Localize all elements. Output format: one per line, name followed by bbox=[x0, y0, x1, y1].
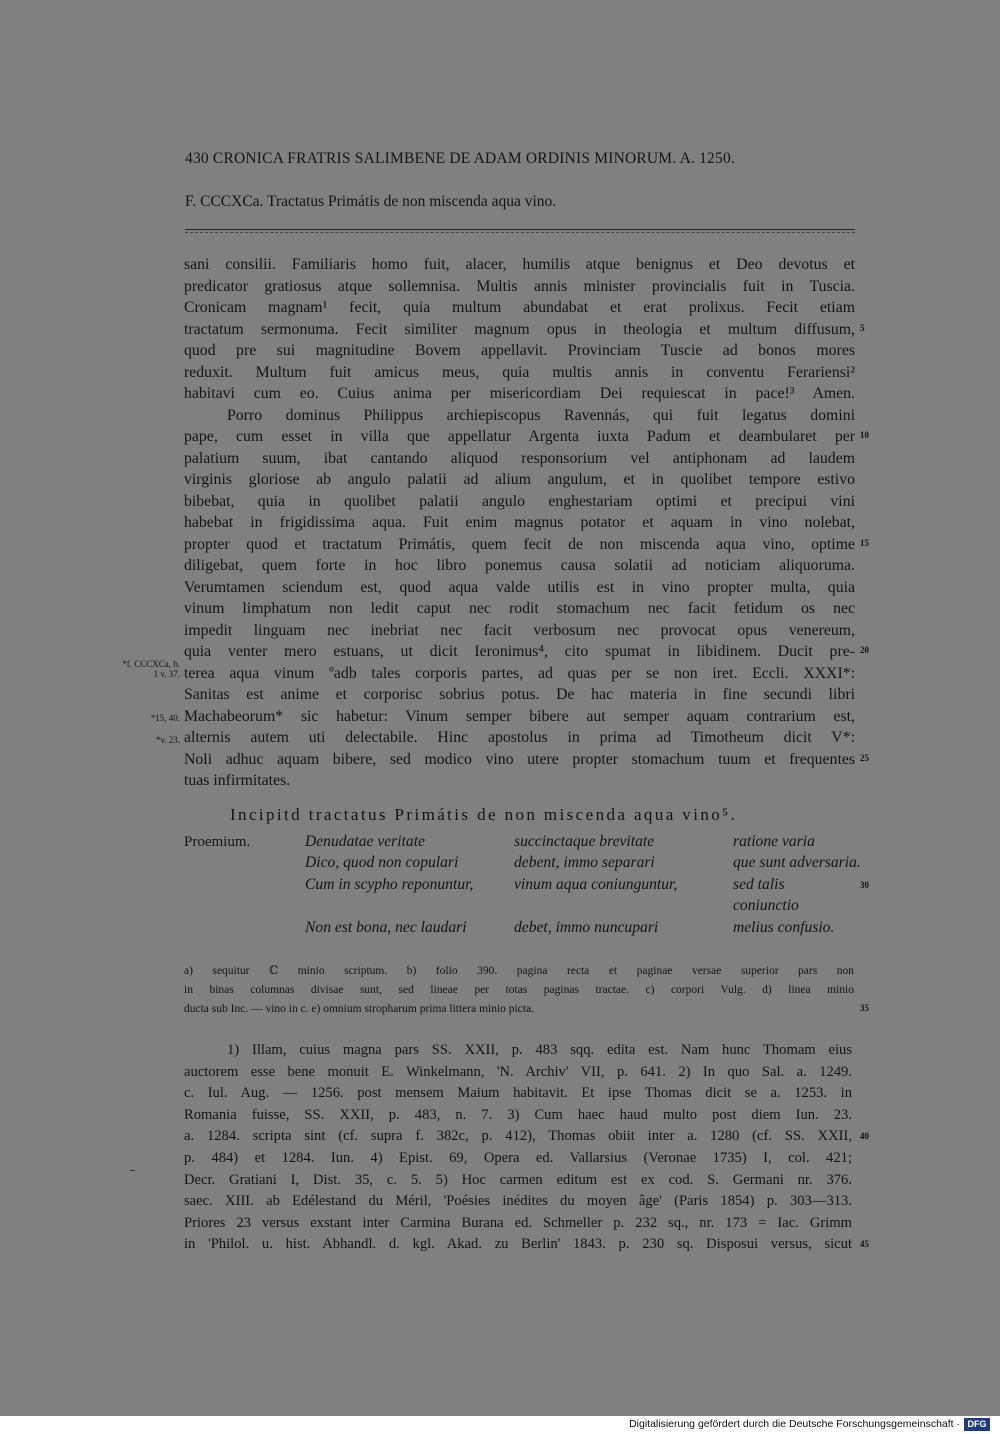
header-rule-dashed bbox=[185, 232, 855, 233]
apparatus-line: a) sequitur ℂ minio scriptum. b) folio 390. pagina recta et paginae versae superior pars non bbox=[184, 965, 854, 977]
proemium-label: Proemium. bbox=[184, 834, 251, 850]
text-line: quia venter mero estuans, ut dicit Ieronimus⁴, cito spumat in libidinem. Ducit pre- bbox=[184, 643, 855, 660]
footnotes bbox=[184, 1040, 852, 1256]
verse-segment: Non est bona, nec laudari bbox=[305, 919, 467, 936]
text-line: palatium suum, ibat cantando aliquod responsorium vel antiphonam ad laudem bbox=[184, 449, 855, 467]
verse-segment: que sunt adversaria. bbox=[733, 854, 861, 871]
footnote-line: p. 484) et 1284. Iun. 4) Epist. 69, Opera ed. Vallarsius (Veronae 1735) I, col. 421; bbox=[184, 1149, 852, 1166]
text-line: tuas infirmitates. bbox=[184, 772, 291, 789]
line-number: 15 bbox=[860, 537, 869, 548]
verse-segment: coniunctio bbox=[733, 897, 799, 914]
margin-tick bbox=[130, 1170, 135, 1171]
line-number: 40 bbox=[860, 1131, 869, 1142]
text-line: Machabeorum* sic habetur: Vinum semper bibere aut semper aquam contrarium est, bbox=[184, 707, 855, 725]
line-number: 20 bbox=[860, 645, 869, 655]
text-line: impedit linguam nec inebriat nec facit verbosum nec provocat opus venereum, bbox=[184, 621, 855, 639]
line-number: 30 bbox=[860, 880, 869, 890]
verse-segment: Dico, quod non copulari bbox=[305, 854, 459, 871]
footnote-line: in 'Philol. u. hist. Abhandl. d. kgl. Akad. zu Berlin' 1843. p. 230 sq. Disposui versus, sicut bbox=[184, 1236, 852, 1253]
header-rule bbox=[185, 229, 855, 230]
verse-segment: ratione varia bbox=[733, 833, 815, 850]
footnote-line: Romania fuisse, SS. XXII, p. 483, n. 7. 3) Cum haec haud multo post diem Iun. 23. bbox=[184, 1106, 852, 1123]
text-line: diligebat, quem forte in hoc libro ponemus causa solatii ad noticiam aliquoruma. bbox=[184, 557, 855, 574]
line-number: 35 bbox=[860, 1003, 869, 1013]
funding-notice: Digitalisierung gefördert durch die Deutsche Forschungsgemeinschaft · bbox=[629, 1418, 960, 1430]
footnote-line: c. Iul. Aug. — 1256. post mensem Maium habitavit. Et ipse Thomas dicit se a. 1253. in bbox=[184, 1085, 852, 1102]
running-head: 430 CRONICA FRATRIS SALIMBENE DE ADAM ORDINIS MINORUM. A. 1250. bbox=[185, 150, 735, 167]
verse-segment: debet, immo nuncupari bbox=[514, 919, 659, 936]
folio-reference: F. CCCXCa. Tractatus Primátis de non miscenda aqua vino. bbox=[185, 193, 557, 210]
verse-segment: vinum aqua coniunguntur, bbox=[514, 876, 678, 893]
text-line: Sanitas est anime et corporisc sobrius potus. De hac materia in fine secundi libri bbox=[184, 686, 855, 703]
text-line: propter quod et tractatum Primátis, quem fecit de non miscenda aqua vino, optime bbox=[184, 535, 855, 553]
margin-note-sub: 1 v. 37. bbox=[153, 669, 180, 679]
line-number: 5 bbox=[860, 322, 865, 333]
text-line: Porro dominus Philippus archiepiscopus Ravennás, qui fuit legatus domini bbox=[227, 406, 855, 424]
line-number: 45 bbox=[860, 1239, 869, 1250]
footnote-line: Priores 23 versus exstant inter Carmina Burana ed. Schmeller p. 232 sq., nr. 173 = Iac. Grimm bbox=[184, 1214, 852, 1231]
footnote-line: Decr. Gratiani I, Dist. 35, c. 5. 5) Hoc carmen editum est ex cod. S. Germani nr. 376. bbox=[184, 1171, 852, 1188]
verse-segment: succinctaque brevitate bbox=[514, 833, 655, 850]
apparatus-line: in binas columnas divisae sunt, sed lineae per totas paginas tractae. c) corpori Vulg. d) linea minio bbox=[184, 984, 854, 996]
margin-note bbox=[122, 659, 180, 679]
tractatus-title: Incipitd tractatus Primátis de non miscenda aqua vino⁵. bbox=[230, 805, 738, 824]
text-line: Noli adhuc aquam bibere, sed modico vino utere propter stomachum tuum et frequentes bbox=[184, 750, 855, 768]
text-line: sani consilii. Familiaris homo fuit, alacer, humilis atque benignus et Deo devotus et bbox=[184, 256, 855, 273]
text-line: bibebat, quia in quolibet palatii angulo enghestariam optimi et precipui vini bbox=[184, 492, 855, 510]
main-text bbox=[184, 254, 855, 792]
margin-note: *15, 40. bbox=[150, 713, 180, 723]
text-line: virginis gloriose ab angulo palatii ad alium angulum, et in quolibet tempore estivo bbox=[184, 471, 855, 488]
text-line: habitavi cum eo. Cuius anima per misericordiam Dei requiescat in pace!³ Amen. bbox=[184, 385, 855, 402]
line-number: 10 bbox=[860, 430, 869, 440]
footnote-line: saec. XIII. ab Edélestand du Méril, 'Poésies inédites du moyen âge' (Paris 1854) p. 303—313. bbox=[184, 1193, 852, 1210]
text-line: pape, cum esset in villa que appellatur Argenta iuxta Padum et deambularet per bbox=[184, 428, 855, 445]
text-line: quod pre sui magnitudine Bovem appellavit. Provinciam Tuscie ad bonos mores bbox=[184, 342, 855, 359]
line-number: 25 bbox=[860, 752, 869, 763]
margin-note-text: *f. CCCXCa, b. bbox=[122, 659, 180, 669]
text-line: terea aqua vinum ºadb tales corporis partes, ad quas per se non iret. Eccli. XXXI*: bbox=[184, 664, 855, 682]
text-line: Cronicam magnam¹ fecit, quia multum abundabat et erat prolixus. Fecit etiam bbox=[184, 299, 855, 316]
text-line: Verumtamen sciendum est, quod aqua valde utilis est in vino propter multa, quia bbox=[184, 578, 855, 596]
footnote-line: 1) Illam, cuius magna pars SS. XXII, p. 483 sqq. edita est. Nam hunc Thomam eius bbox=[227, 1042, 852, 1058]
text-line: tractatum sermonuma. Fecit similiter magnum opus in theologia et multum diffusum, bbox=[184, 320, 855, 338]
footnote-line: auctorem esse bene monuit E. Winkelmann, 'N. Archiv' VII, p. 641. 2) In quo Sal. a. 1249. bbox=[184, 1063, 852, 1080]
apparatus-line: ducta sub Inc. — vino in c. e) omnium stropharum prima littera minio picta. bbox=[184, 1003, 535, 1015]
verse-segment: Denudatae veritate bbox=[305, 833, 425, 850]
footnote-line: a. 1284. scripta sint (cf. supra f. 382c, p. 412), Thomas obiit inter a. 1280 (cf. SS. XXII, bbox=[184, 1128, 852, 1145]
text-line: vinum limphatum non ledit caput nec rodit stomachum nec facit fetidum os nec bbox=[184, 600, 855, 617]
text-line: habebat in frigidissima aqua. Fuit enim magnus potator et aquam in vino nolebat, bbox=[184, 514, 855, 531]
verse-segment: melius confusio. bbox=[733, 919, 835, 936]
text-line: alternis autem uti delectabile. Hinc apostolus in prima ad Timotheum dicit V*: bbox=[184, 729, 855, 746]
text-line: reduxit. Multum fuit amicus meus, quia multis annis in conventu Ferariensi² bbox=[184, 363, 855, 381]
dfg-logo: DFG bbox=[964, 1418, 990, 1431]
verse-segment: Cum in scypho reponuntur, bbox=[305, 876, 474, 893]
verse-segment: sed talis bbox=[733, 876, 785, 893]
text-line: predicator gratiosus atque sollemnisa. Multis annis minister provincialis fuit in Tuscia. bbox=[184, 277, 855, 295]
verse-segment: debent, immo separari bbox=[514, 854, 655, 871]
margin-note: *v. 23. bbox=[155, 735, 180, 745]
